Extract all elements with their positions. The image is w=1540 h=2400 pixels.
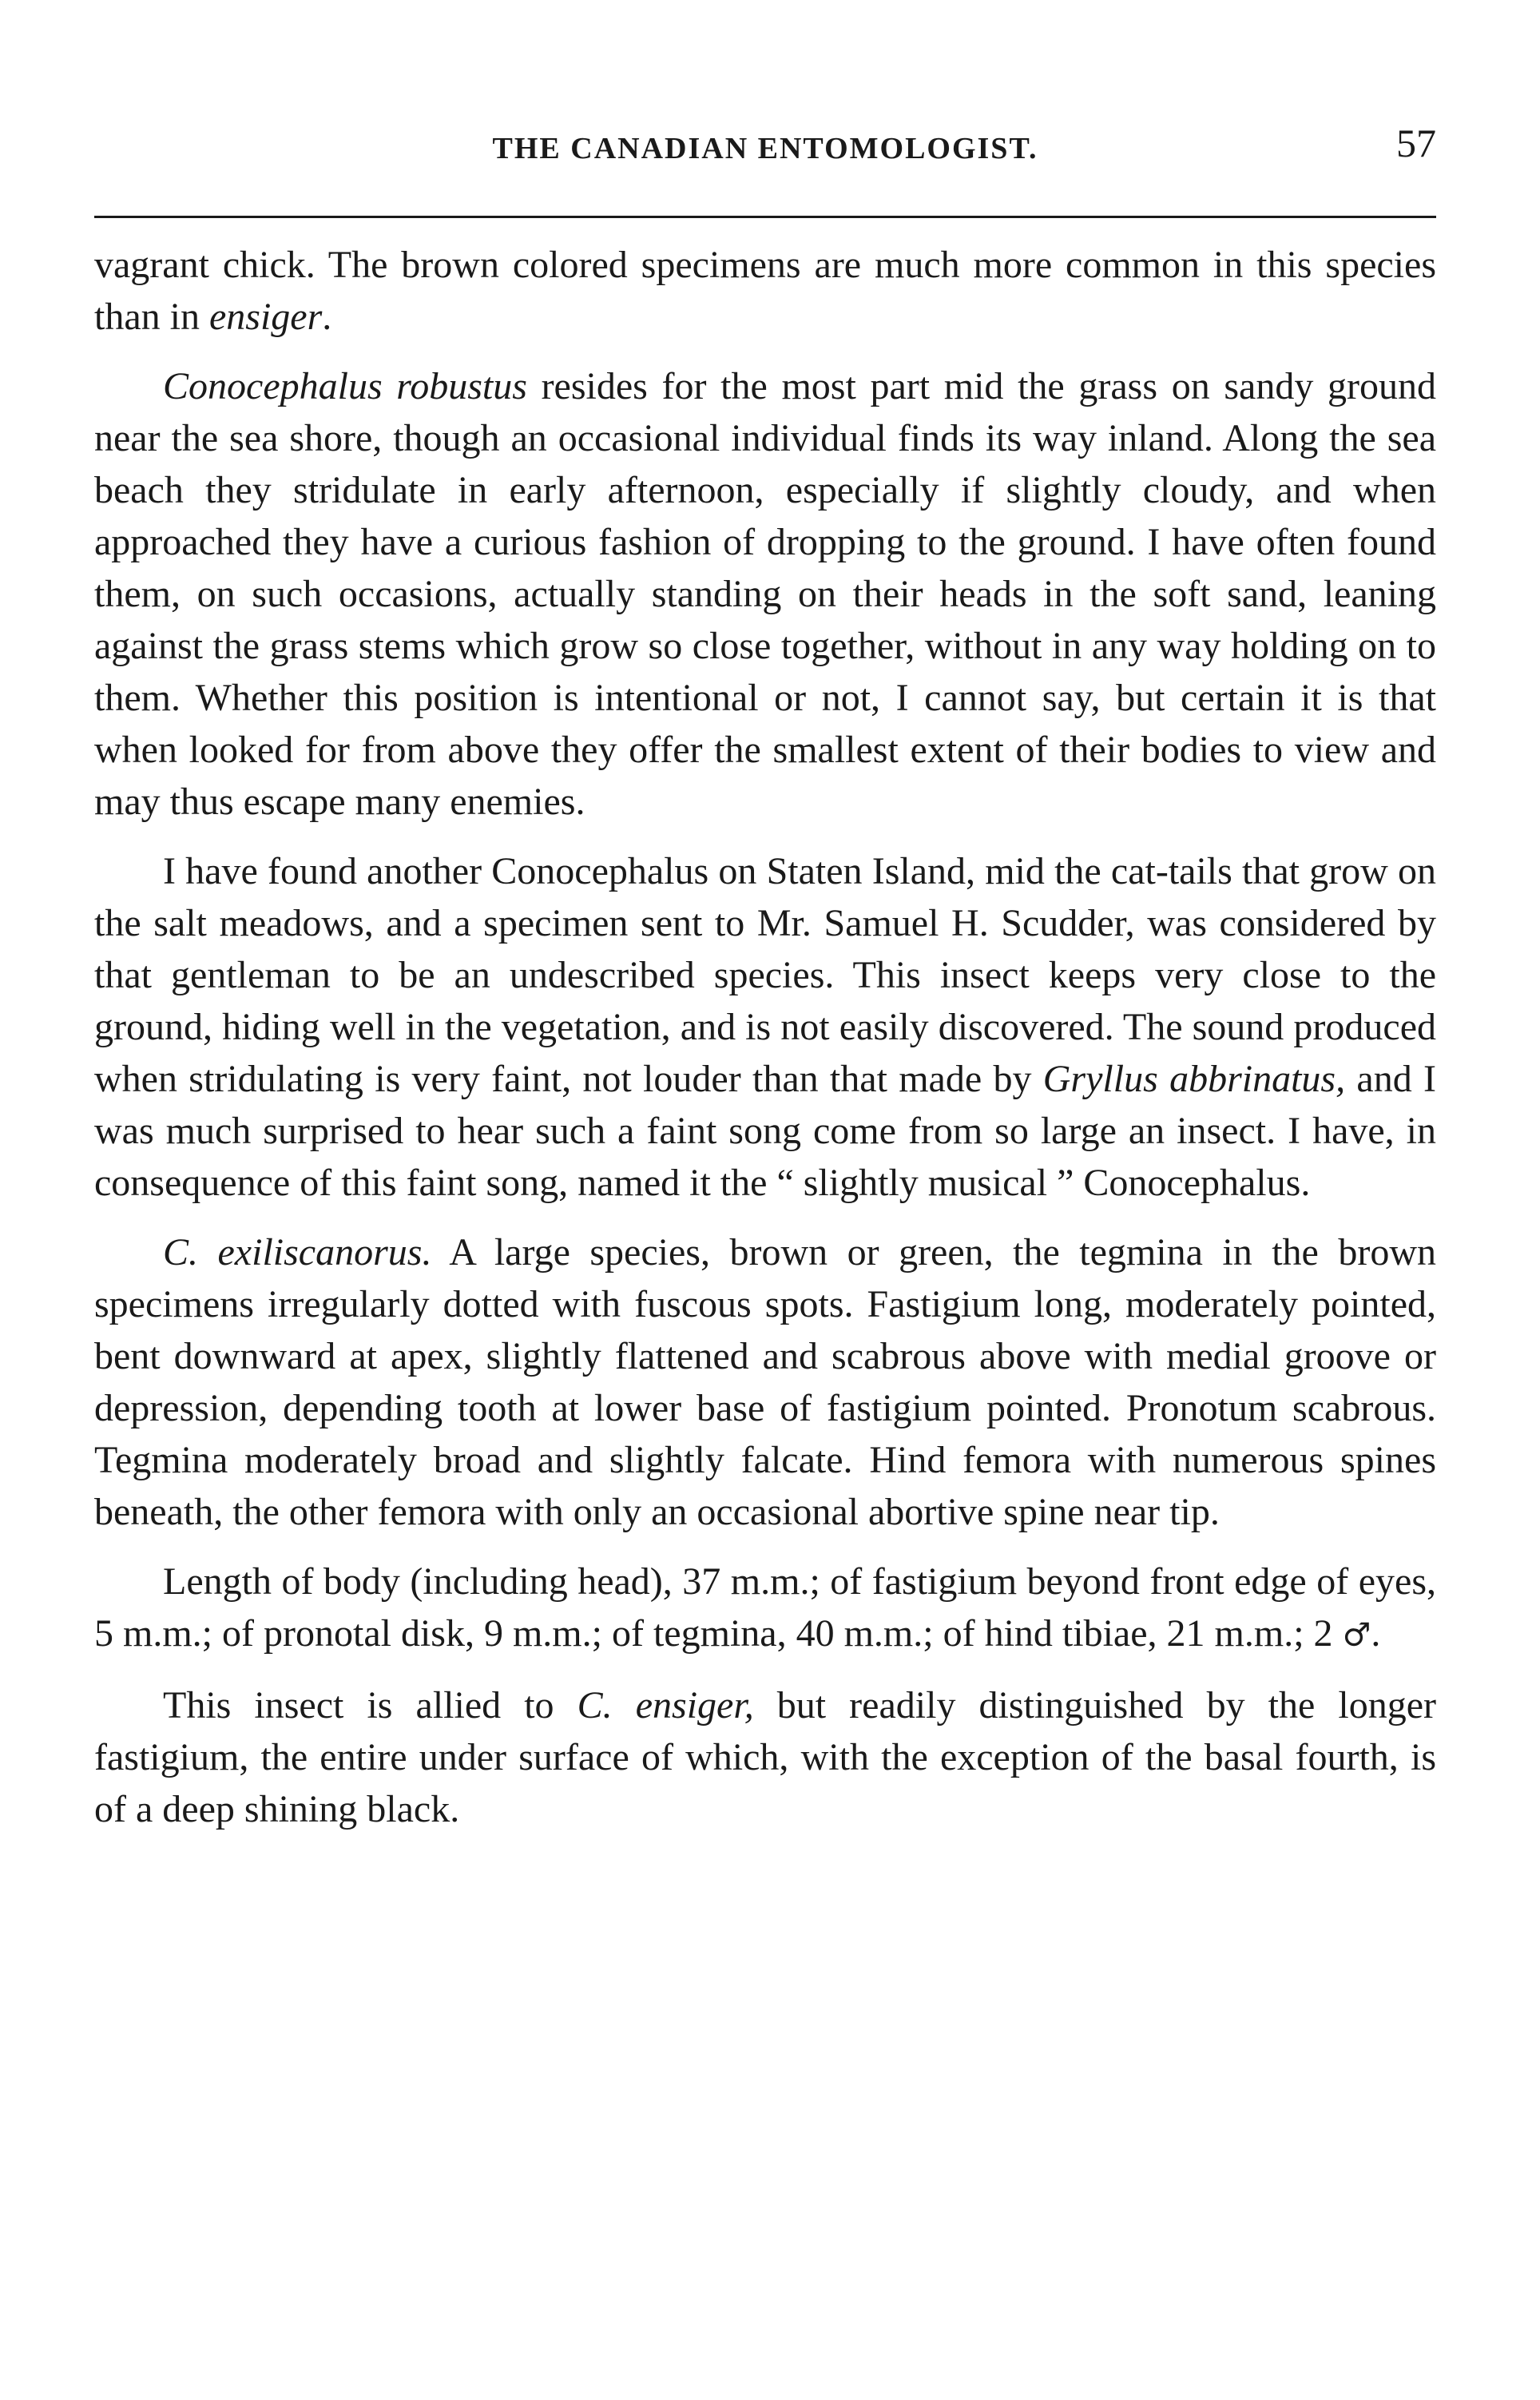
paragraph-6 [94,1679,1436,1835]
paragraph-6-text: This insect is allied to [163,1684,578,1726]
header-rule [94,216,1436,218]
paragraph-4 [94,1226,1436,1538]
paragraph-5-end: . [1371,1612,1381,1655]
paragraph-2-italic: Conocephalus robustus [163,365,527,407]
paragraph-1-end: . [322,296,332,338]
page-header [94,120,1436,184]
paragraph-3-italic: Gryllus abbrinatus, [1042,1058,1346,1100]
paragraph-3-text: I have found another Conocephalus on Staten Island, mid the cat-tails that grow on the salt meadows, and a specimen sent to Mr. Samuel H. Scudder, was considered by that gentleman to be an undescribed species. This insect keeps very close to the ground, hiding well in the vegetation, and is not easily discovered. The sound produced when stridulating is very faint, not louder than that made by [94,850,1436,1100]
paragraph-2 [94,360,1436,828]
male-symbol-icon: ♂ [1342,1617,1371,1654]
paragraph-3 [94,845,1436,1209]
document-page [94,120,1436,1853]
paragraph-1 [94,239,1436,343]
page-number: 57 [1396,121,1436,165]
paragraph-4-italic: C. exiliscanorus. [163,1231,432,1274]
paragraph-5 [94,1556,1436,1662]
paragraph-6-end: but readily distinguished by the longer fastigium, the entire under surface of which, with the exception of the basal fourth, is of a deep shining black. [94,1684,1437,1830]
paragraph-4-text: A large species, brown or green, the tegmina in the brown specimens irregularly dotted with fuscous spots. Fastigium long, moderately pointed, bent downward at apex, slightly flattened and scabrous above with medial groove or depression, depending tooth at lower base of fastigium pointed. Pronotum scabrous. Tegmina moderately broad and slightly falcate. Hind femora with numerous spines beneath, the other femora with only an occasional abortive spine near tip. [94,1231,1436,1533]
running-title: THE CANADIAN ENTOMOLOGIST. [492,132,1038,165]
body-text [94,239,1436,1835]
paragraph-1-italic: ensiger [208,296,323,338]
paragraph-6-italic: C. ensiger, [577,1684,754,1726]
paragraph-5-text: Length of body (including head), 37 m.m.; of fastigium beyond front edge of eyes, 5 m.m.; of pronotal disk, 9 m.m.; of tegmina, 40 m.m.; of hind tibiae, 21 m.m.; 2 [94,1560,1436,1655]
paragraph-3-end: and I was much surprised to hear such a faint song come from so large an insect. I have, in consequence of this faint song, named it the “ slightly musical ” Conocephalus. [94,1058,1437,1204]
paragraph-1-text: vagrant chick. The brown colored specimens are much more common in this species than in [94,244,1436,338]
paragraph-2-text: resides for the most part mid the grass on sandy ground near the sea shore, though an occasional individual finds its way inland. Along the sea beach they stridulate in early afternoon, especially if slightly cloudy, and when approached they have a curious fashion of dropping to the ground. I have often found them, on such occasions, actually standing on their heads in the soft sand, leaning against the grass stems which grow so close together, without in any way holding on to them. Whether this position is intentional or not, I cannot say, but certain it is that when looked for from above they offer the smallest extent of their bodies to view and may thus escape many enemies. [94,365,1437,823]
